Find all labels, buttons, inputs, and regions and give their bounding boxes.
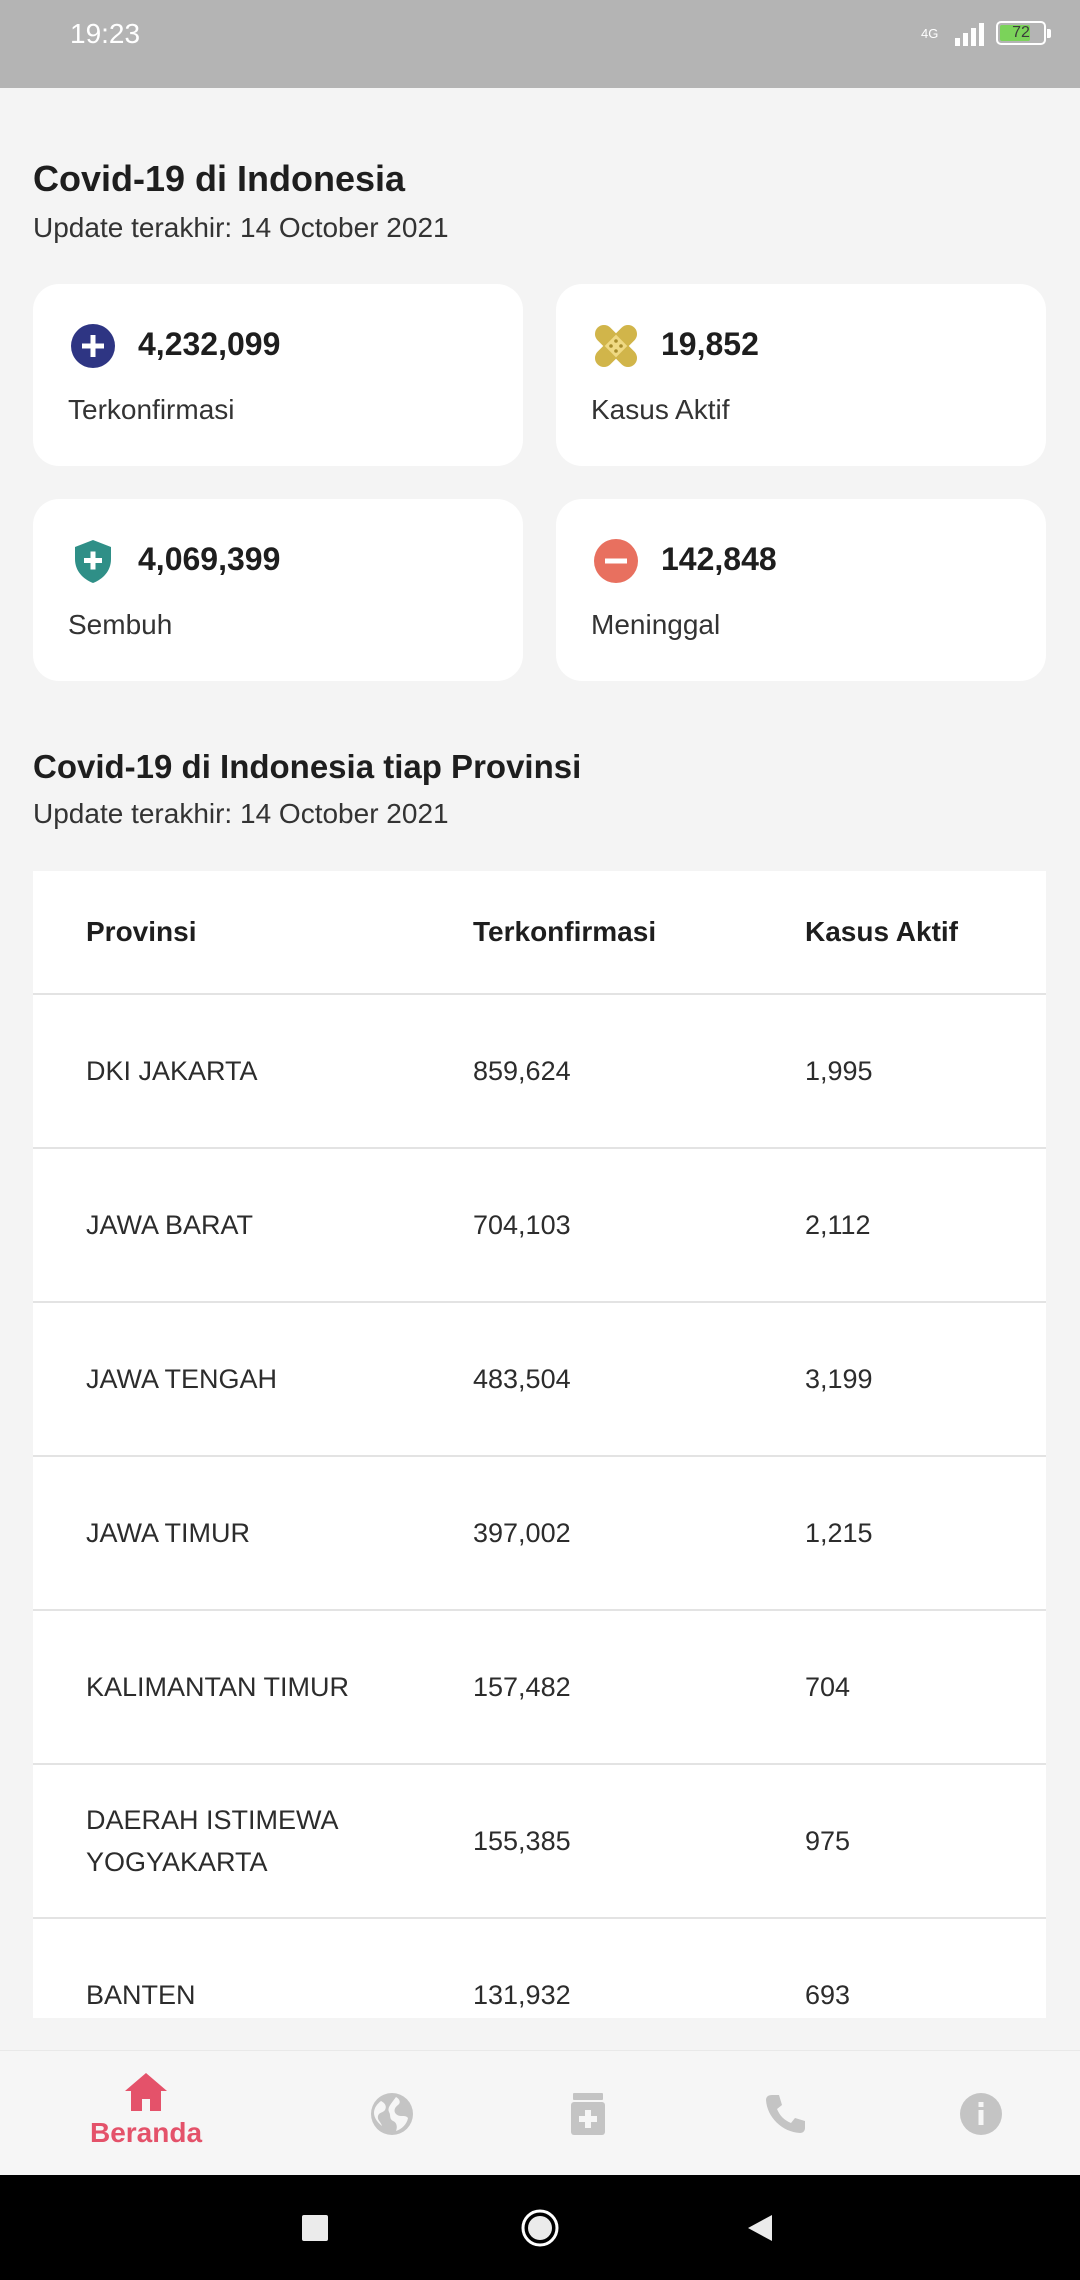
- province-confirmed: 397,002: [473, 1518, 571, 1548]
- info-icon: [958, 2091, 1004, 2137]
- confirmed-value: 4,232,099: [138, 326, 281, 362]
- active-label: Kasus Aktif: [591, 394, 730, 425]
- province-active: 704: [805, 1672, 851, 1702]
- phone-icon: [763, 2092, 807, 2136]
- table-row: [33, 1611, 1046, 1765]
- province-active: 1,995: [805, 1056, 873, 1086]
- network-type: 4G: [921, 25, 939, 41]
- province-name: DAERAH ISTIMEWA YOGYAKARTA: [86, 1805, 338, 1877]
- back-button[interactable]: [745, 2175, 775, 2280]
- column-header-confirmed: Terkonfirmasi: [473, 916, 657, 947]
- recovered-value: 4,069,399: [138, 541, 281, 577]
- nav-world[interactable]: [352, 2051, 432, 2176]
- province-active: 2,112: [805, 1210, 871, 1240]
- card-active: [556, 284, 1046, 466]
- province-confirmed: 157,482: [473, 1672, 571, 1702]
- province-name: JAWA TIMUR: [86, 1518, 251, 1548]
- circle-icon: [520, 2208, 560, 2248]
- minus-circle-icon: [592, 537, 640, 585]
- province-active: 3,199: [805, 1364, 873, 1394]
- summary-title: Covid-19 di Indonesia: [33, 158, 406, 199]
- status-bar: [0, 0, 1080, 88]
- nav-info[interactable]: [941, 2051, 1021, 2176]
- battery-icon: [996, 21, 1046, 45]
- card-confirmed: [33, 284, 523, 466]
- confirmed-label: Terkonfirmasi: [68, 394, 235, 425]
- table-row: [33, 1765, 1046, 1919]
- province-name: JAWA BARAT: [86, 1210, 254, 1240]
- nav-home-label: Beranda: [89, 2117, 203, 2148]
- province-title: Covid-19 di Indonesia tiap Provinsi: [33, 748, 582, 785]
- province-confirmed: 704,103: [473, 1210, 571, 1240]
- nav-home[interactable]: [66, 2051, 226, 2176]
- table-header: [33, 871, 1046, 995]
- medicine-icon: [568, 2091, 608, 2137]
- status-time: 19:23: [70, 18, 141, 49]
- column-header-province: Provinsi: [86, 916, 197, 947]
- system-navigation: [0, 2175, 1080, 2280]
- table-row: [33, 1919, 1046, 2018]
- province-active: 693: [805, 1980, 851, 2010]
- table-row: [33, 995, 1046, 1149]
- square-icon: [301, 2214, 329, 2242]
- globe-icon: [369, 2091, 415, 2137]
- plus-circle-icon: [69, 322, 117, 370]
- home-button[interactable]: [519, 2175, 561, 2280]
- table-row: [33, 1303, 1046, 1457]
- province-updated: Update terakhir: 14 October 2021: [33, 798, 449, 829]
- table-row: [33, 1149, 1046, 1303]
- shield-plus-icon: [69, 537, 117, 585]
- recovered-label: Sembuh: [68, 609, 173, 640]
- home-content[interactable]: [0, 88, 1080, 2018]
- deaths-label: Meninggal: [591, 609, 721, 640]
- deaths-value: 142,848: [661, 541, 777, 577]
- province-confirmed: 131,932: [473, 1980, 571, 2010]
- table-row: [33, 1457, 1046, 1611]
- province-active: 975: [805, 1826, 851, 1856]
- province-confirmed: 859,624: [473, 1056, 571, 1086]
- province-table[interactable]: [33, 871, 1046, 2018]
- card-recovered: [33, 499, 523, 681]
- back-triangle-icon: [746, 2213, 774, 2243]
- battery-level: 72: [1012, 24, 1030, 41]
- province-name: KALIMANTAN TIMUR: [86, 1672, 350, 1702]
- province-active: 1,215: [805, 1518, 873, 1548]
- summary-updated: Update terakhir: 14 October 2021: [33, 212, 449, 243]
- nav-phone[interactable]: [745, 2051, 825, 2176]
- status-icons: [921, 20, 1046, 46]
- bandage-icon: [592, 322, 640, 370]
- nav-medicine[interactable]: [548, 2051, 628, 2176]
- recents-button[interactable]: [295, 2175, 335, 2280]
- signal-icon: [955, 20, 984, 46]
- province-name: BANTEN: [86, 1980, 196, 2010]
- province-name: DKI JAKARTA: [86, 1056, 258, 1086]
- province-name: JAWA TENGAH: [86, 1364, 278, 1394]
- province-confirmed: 155,385: [473, 1826, 571, 1856]
- card-deaths: [556, 499, 1046, 681]
- bottom-navigation: [0, 2050, 1080, 2175]
- home-icon: [123, 2071, 169, 2113]
- active-value: 19,852: [661, 326, 759, 362]
- column-header-active: Kasus Aktif: [805, 916, 959, 947]
- province-confirmed: 483,504: [473, 1364, 571, 1394]
